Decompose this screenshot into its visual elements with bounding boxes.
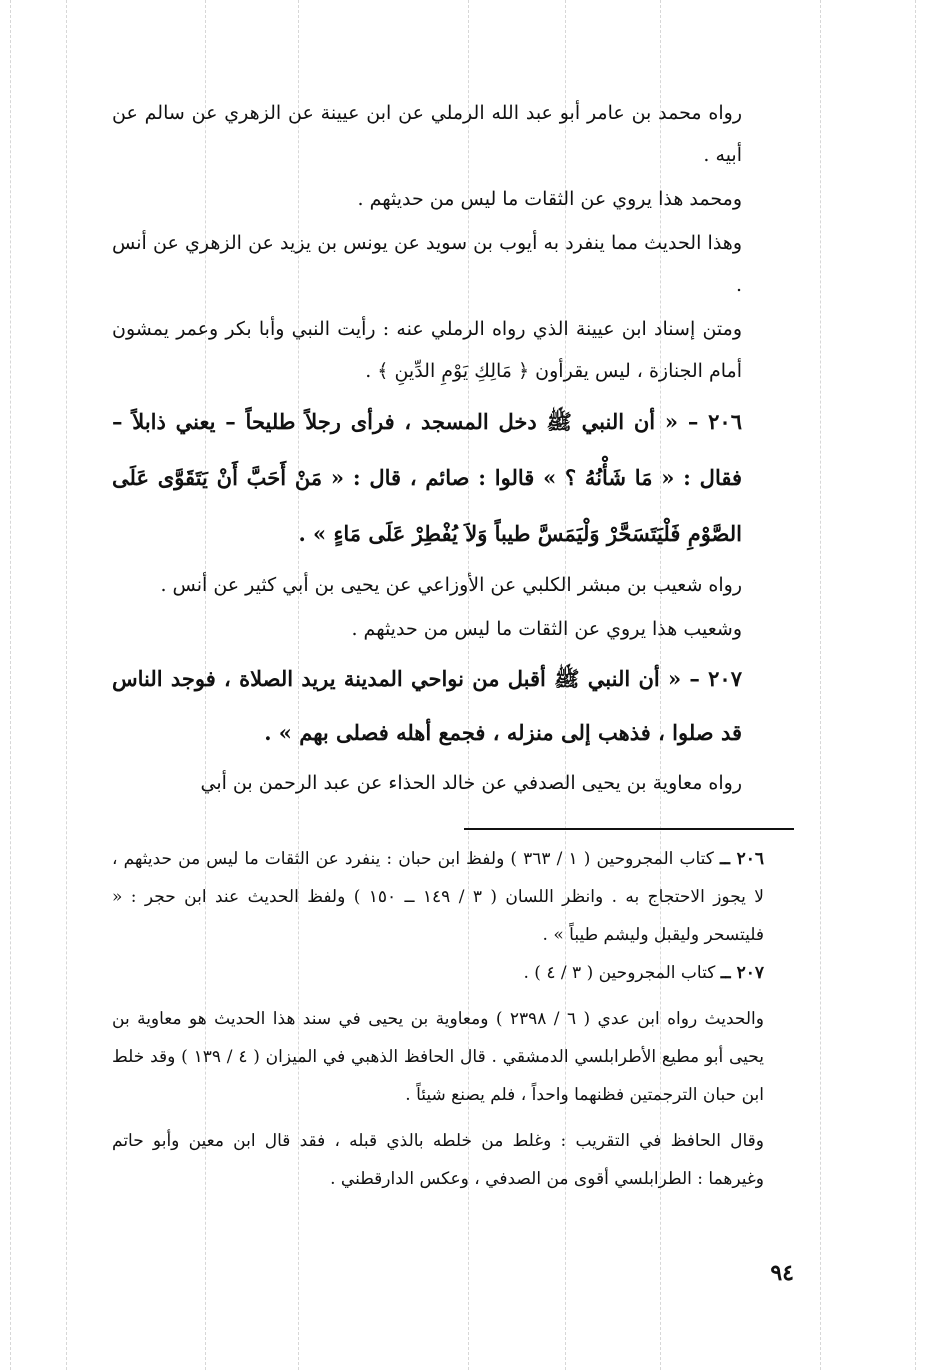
body-paragraph: وشعيب هذا يروي عن الثقات ما ليس من حديثهم .	[351, 618, 742, 640]
footnote-text: كتاب المجروحين ( ١ / ٣٦٣ ) ولفظ ابن حبان : ينفرد عن الثقات ما ليس من حديثهم ، لا يجوز الاحتجاج به . وانظر اللسان ( ٣ / ١٤٩ ــ ١٥٠ ) ولفظ الحديث عند ابن حجر : « فليتسحر وليقبل وليشم طيباً » .	[112, 849, 764, 945]
scan-guide-line	[66, 0, 67, 1370]
footnote-text: كتاب المجروحين ( ٣ / ٤ ) .	[523, 963, 716, 983]
footnote-continuation: والحديث رواه ابن عدي ( ٦ / ٢٣٩٨ ) ومعاوية بن يحيى في سند هذا الحديث هو معاوية بن يحيى أبو مطيع الأطرابلسي الدمشقي . قال الحافظ الذهبي في الميزان ( ٤ / ١٣٩ ) وقد خلط ابن حبان الترجمتين فظنهما واحداً ، فلم يصنع شيئاً .	[112, 1009, 764, 1105]
body-paragraph: رواه شعيب بن مبشر الكلبي عن الأوزاعي عن يحيى بن أبي كثير عن أنس .	[160, 574, 742, 596]
scan-guide-line	[10, 0, 11, 1370]
body-paragraph: ومحمد هذا يروي عن الثقات ما ليس من حديثهم .	[357, 188, 742, 210]
footnote-number: ٢٠٦ ــ	[720, 849, 765, 869]
footnote-206	[112, 840, 794, 954]
page-number: ٩٤	[770, 1260, 794, 1286]
page-body	[112, 92, 794, 1198]
scan-guide-line	[820, 0, 821, 1370]
footnote-207	[112, 954, 794, 992]
hadith-207: ٢٠٧ – « أن النبي ﷺ أقبل من نواحي المدينة يريد الصلاة ، فوجد الناس قد صلوا ، فذهب إلى منزله ، فجمع أهله فصلى بهم » .	[112, 666, 742, 745]
footnote-number: ٢٠٧ ــ	[720, 963, 764, 983]
body-paragraph: ومتن إسناد ابن عيينة الذي رواه الرملي عنه : رأيت النبي وأبا بكر وعمر يمشون أمام الجنازة ، ليس يقرأون ﴿ مَالِكِ يَوْمِ الدِّينِ ﴾ .	[112, 318, 742, 382]
scan-guide-line	[915, 0, 916, 1370]
body-paragraph: رواه محمد بن عامر أبو عبد الله الرملي عن ابن عيينة عن الزهري عن سالم عن أبيه .	[112, 102, 742, 166]
footnote-continuation: وقال الحافظ في التقريب : وغلط من خلطه بالذي قبله ، فقد قال ابن معين وأبو حاتم وغيرهما : الطرابلسي أقوى من الصدفي ، وعكس الدارقطني .	[112, 1131, 764, 1189]
hadith-206: ٢٠٦ – « أن النبي ﷺ دخل المسجد ، فرأى رجلاً طليحاً – يعني ذابلاً – فقال : « مَا شَأْنُهُ ؟ » قالوا : صائم ، قال : « مَنْ أَحَبَّ أَنْ يَتَقَوَّى عَلَى الصَّوْمِ فَلْيَتَسَحَّرْ وَلْيَمَسَّ طيباً وَلاَ يُفْطِرْ عَلَى مَاءٍ » .	[112, 409, 742, 546]
footnote-separator	[464, 828, 794, 830]
body-paragraph: وهذا الحديث مما ينفرد به أيوب بن سويد عن يونس بن يزيد عن الزهري عن أنس .	[112, 232, 742, 296]
body-paragraph: رواه معاوية بن يحيى الصدفي عن خالد الحذاء عن عبد الرحمن بن أبي	[200, 772, 742, 794]
